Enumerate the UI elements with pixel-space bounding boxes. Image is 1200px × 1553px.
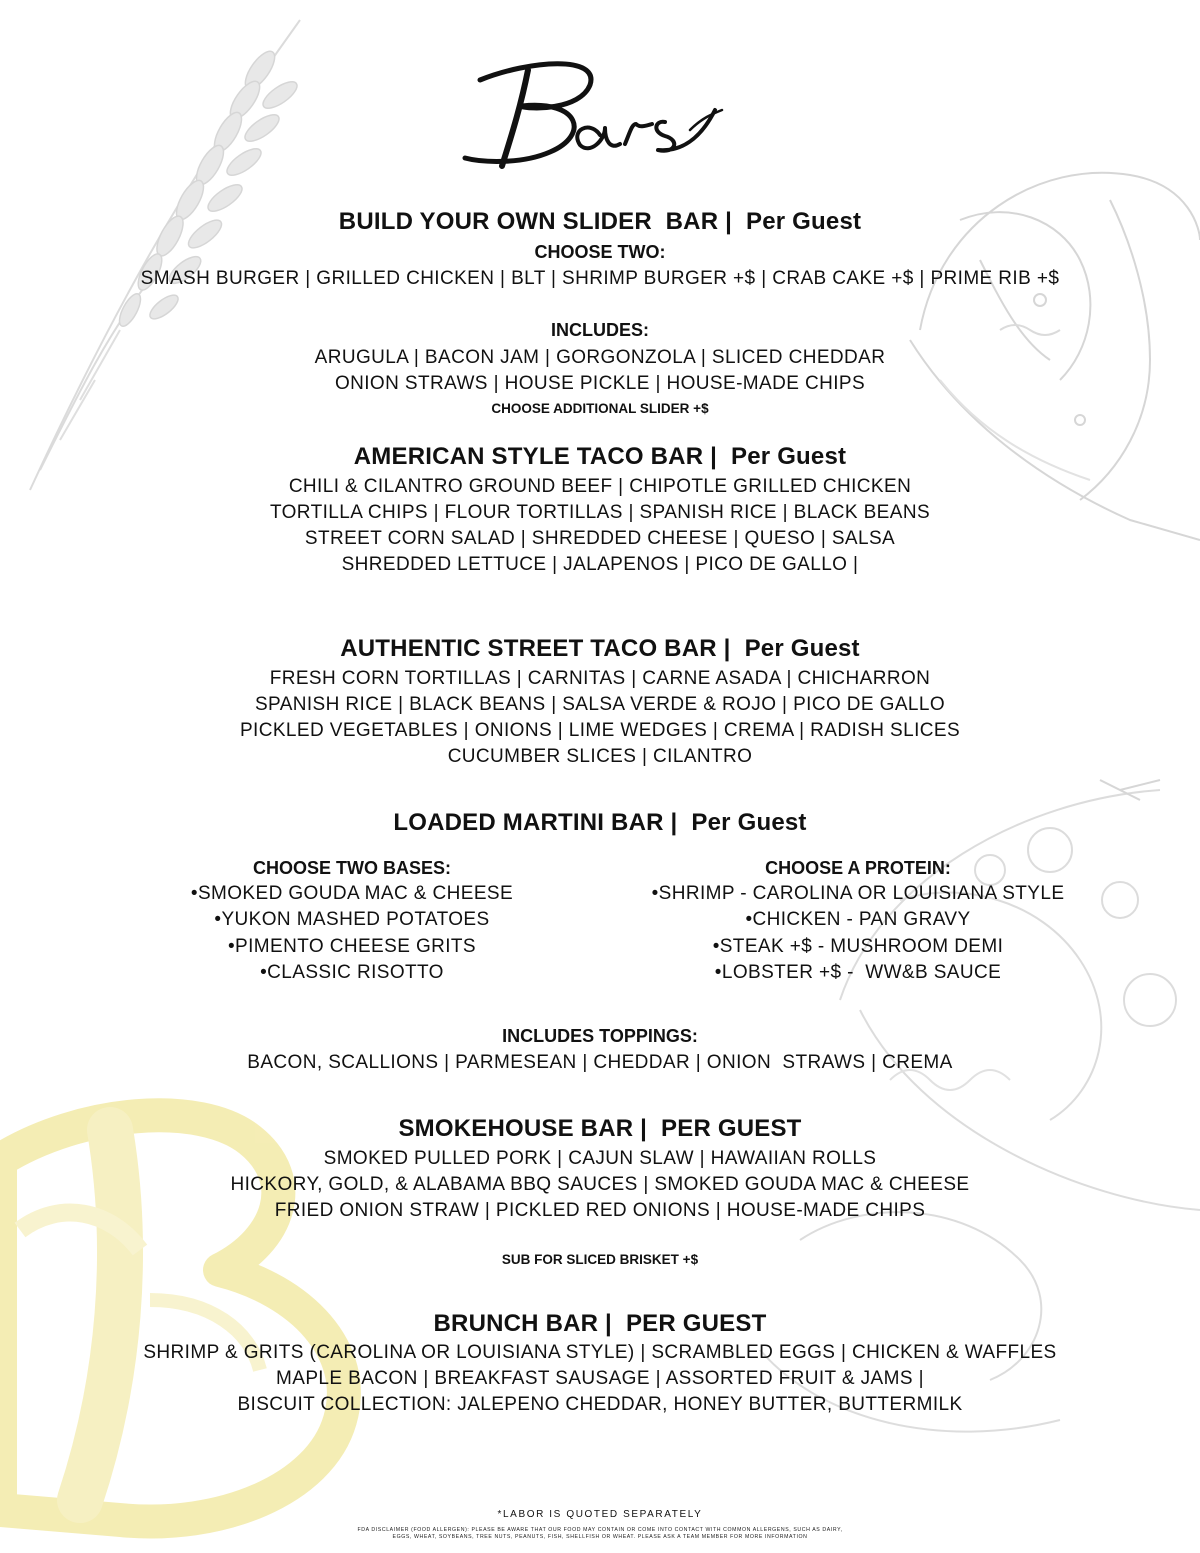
slider-bar-per-guest: Per Guest xyxy=(746,208,862,235)
street-taco-line: PICKLED VEGETABLES | ONIONS | LIME WEDGES | CREMA | RADISH SLICES xyxy=(239,720,961,741)
street-taco-title: AUTHENTIC STREET TACO BAR | xyxy=(340,635,731,662)
slider-includes-line: ARUGULA | BACON JAM | GORGONZOLA | SLICED CHEDDAR xyxy=(314,347,886,368)
page-title xyxy=(440,40,760,180)
martini-base-item: •PIMENTO CHEESE GRITS xyxy=(227,935,476,957)
american-taco-line: CHILI & CILANTRO GROUND BEEF | CHIPOTLE GRILLED CHICKEN xyxy=(288,476,912,497)
martini-bar-heading xyxy=(0,809,1200,837)
smokehouse-line: FRIED ONION STRAW | PICKLED RED ONIONS | HOUSE-MADE CHIPS xyxy=(274,1200,926,1221)
smokehouse-note: SUB FOR SLICED BRISKET +$ xyxy=(501,1252,699,1267)
martini-bar-title: LOADED MARTINI BAR | xyxy=(393,809,678,836)
american-taco-line: TORTILLA CHIPS | FLOUR TORTILLAS | SPANISH RICE | BLACK BEANS xyxy=(269,502,931,523)
street-taco-per-guest: Per Guest xyxy=(744,635,860,662)
martini-toppings-label: INCLUDES TOPPINGS: xyxy=(502,1026,698,1046)
street-taco-line: SPANISH RICE | BLACK BEANS | SALSA VERDE & ROJO | PICO DE GALLO xyxy=(254,694,946,715)
slider-bar-heading xyxy=(0,208,1200,236)
slider-note: CHOOSE ADDITIONAL SLIDER +$ xyxy=(491,401,709,416)
martini-protein-item: •STEAK +$ - MUSHROOM DEMI xyxy=(712,935,1004,957)
smokehouse-line: HICKORY, GOLD, & ALABAMA BBQ SAUCES | SMOKED GOUDA MAC & CHEESE xyxy=(230,1174,970,1195)
smokehouse-title: SMOKEHOUSE BAR | xyxy=(398,1115,648,1142)
smokehouse-heading xyxy=(0,1115,1200,1143)
brunch-bar-heading xyxy=(0,1310,1200,1338)
martini-bases-label: CHOOSE TWO BASES: xyxy=(252,858,451,878)
slider-choose-items: SMASH BURGER | GRILLED CHICKEN | BLT | SHRIMP BURGER +$ | CRAB CAKE +$ | PRIME RIB +$ xyxy=(140,268,1060,289)
brunch-line: BISCUIT COLLECTION: JALEPENO CHEDDAR, HONEY BUTTER, BUTTERMILK xyxy=(237,1394,963,1415)
martini-base-item: •YUKON MASHED POTATOES xyxy=(214,909,490,931)
fda-disclaimer-line: EGGS, WHEAT, SOYBEANS, TREE NUTS, PEANUTS, FISH, SHELLFISH OR WHEAT. PLEASE ASK A TEAM MEMBER FOR MORE INFORMATION xyxy=(392,1534,808,1540)
fda-disclaimer-line: FDA DISCLAIMER (FOOD ALLERGEN): PLEASE BE AWARE THAT OUR FOOD MAY CONTAIN OR COME INTO CONTACT WITH COMMON ALLERGENS, SUCH AS DAIRY, xyxy=(357,1527,843,1533)
martini-protein-item: •LOBSTER +$ - WW&B SAUCE xyxy=(714,962,1002,984)
brunch-bar-title: BRUNCH BAR | xyxy=(433,1310,612,1337)
martini-protein-item: •CHICKEN - PAN GRAVY xyxy=(745,909,971,931)
slider-choose-label: CHOOSE TWO: xyxy=(534,242,666,262)
american-taco-title: AMERICAN STYLE TACO BAR | xyxy=(353,443,718,470)
street-taco-line: CUCUMBER SLICES | CILANTRO xyxy=(447,746,753,767)
martini-toppings: BACON, SCALLIONS | PARMESEAN | CHEDDAR | ONION STRAWS | CREMA xyxy=(247,1052,953,1073)
martini-protein-column xyxy=(558,858,1158,987)
american-taco-per-guest: Per Guest xyxy=(731,443,847,470)
slider-includes-line: ONION STRAWS | HOUSE PICKLE | HOUSE-MADE CHIPS xyxy=(334,373,866,394)
american-taco-heading xyxy=(0,443,1200,471)
street-taco-line: FRESH CORN TORTILLAS | CARNITAS | CARNE ASADA | CHICHARRON xyxy=(269,668,931,689)
brunch-line: SHRIMP & GRITS (CAROLINA OR LOUISIANA STYLE) | SCRAMBLED EGGS | CHICKEN & WAFFLES xyxy=(143,1342,1057,1363)
smokehouse-line: SMOKED PULLED PORK | CAJUN SLAW | HAWAIIAN ROLLS xyxy=(323,1148,877,1169)
brunch-line: MAPLE BACON | BREAKFAST SAUSAGE | ASSORTED FRUIT & JAMS | xyxy=(276,1368,924,1389)
slider-bar-title: BUILD YOUR OWN SLIDER BAR | xyxy=(338,208,733,235)
martini-bar-per-guest: Per Guest xyxy=(691,809,807,836)
american-taco-line: SHREDDED LETTUCE | JALAPENOS | PICO DE GALLO | xyxy=(341,554,859,575)
brunch-bar-per-guest: PER GUEST xyxy=(625,1310,767,1337)
slider-includes-label: INCLUDES: xyxy=(551,320,649,340)
labor-note: *LABOR IS QUOTED SEPARATELY xyxy=(497,1509,703,1520)
martini-protein-label: CHOOSE A PROTEIN: xyxy=(765,858,951,878)
martini-protein-item: •SHRIMP - CAROLINA OR LOUISIANA STYLE xyxy=(651,883,1065,904)
smokehouse-per-guest: PER GUEST xyxy=(661,1115,802,1142)
martini-base-item: •SMOKED GOUDA MAC & CHEESE xyxy=(190,883,514,904)
martini-base-item: •CLASSIC RISOTTO xyxy=(260,962,444,984)
street-taco-heading xyxy=(0,635,1200,663)
american-taco-line: STREET CORN SALAD | SHREDDED CHEESE | QUESO | SALSA xyxy=(304,528,896,549)
